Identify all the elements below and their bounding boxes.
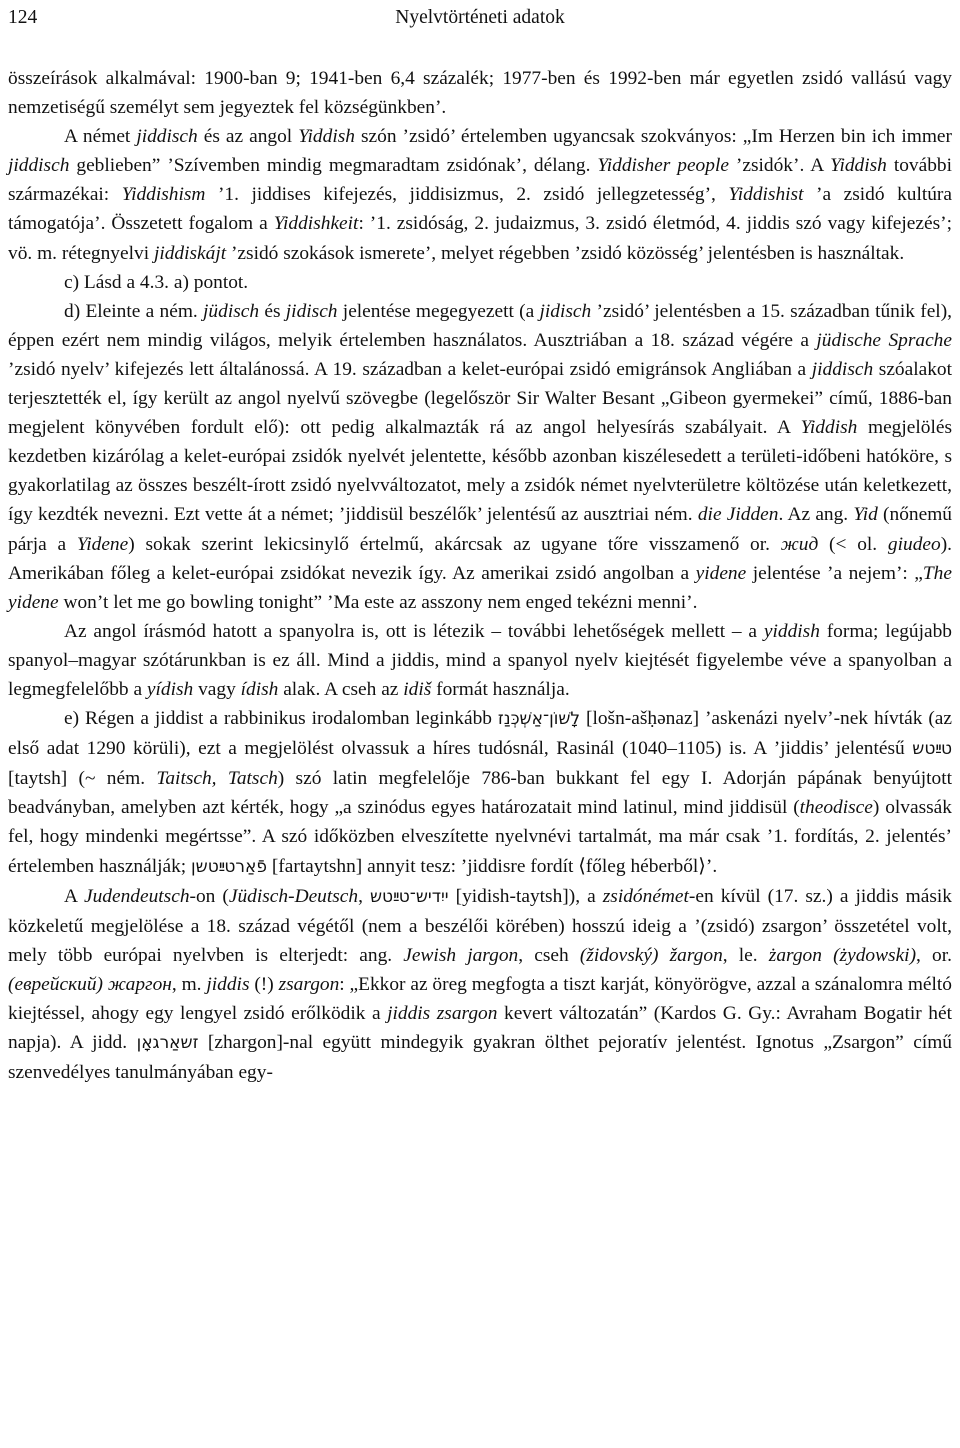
- text-run: és az angol: [197, 126, 299, 148]
- italic-term: jüdisch: [203, 300, 260, 322]
- text-run: : ’1. zsidóság, 2. judaizmus, 3. zsidó életmód, 4. jiddis szó vagy kifejezés’; vö. m. rétegnyelvi: [8, 213, 952, 264]
- text-run: Az angol írásmód hatott a spanyolra is, ott is létezik – további lehetőségek mellett – a: [64, 620, 764, 642]
- italic-term: (еврейский) жаргон: [8, 973, 172, 995]
- text-run: -en kívül (17. sz.) a jiddis másik közkeletű megjelölése a 18. század végétől (nem a beszélői körében) hosszú ideig a ’(zsidó) zsargon’ összetétel volt, mely több európai nyelvben is elterjedt: ang.: [8, 885, 952, 966]
- text-run: ’1. jiddises kifejezés, jiddisizmus, 2. zsidó jellegzetesség’,: [205, 184, 729, 206]
- italic-term: jiddis zsargon: [387, 1003, 498, 1024]
- text-run: ) sokak szerint lekicsinylő értelmű, akárcsak az ugyane tőre visszamenő or.: [128, 533, 781, 555]
- running-title: Nyelvtörténeti adatok: [395, 7, 565, 28]
- text-run: A német: [64, 126, 137, 148]
- italic-term: jüdische Sprache: [816, 329, 952, 351]
- italic-term: yídish: [146, 678, 194, 700]
- text-run: vagy: [193, 678, 241, 700]
- hebrew-script-term: זשאַרגאָן: [136, 1033, 199, 1054]
- text-run: geblieben” ’Szívemben mindig megmaradtam zsidónak’, délang.: [69, 155, 598, 177]
- text-run: [taytsh] (~ ném.: [8, 768, 157, 790]
- text-run: [fartaytshn] annyit tesz: ’jiddisre fordít ⟨főleg héberből⟩’.: [266, 855, 718, 877]
- text-run: alak. A cseh az: [278, 678, 404, 700]
- italic-term: Yidene: [76, 533, 129, 555]
- text-run: kevert változatán” (Kardos G. Gy.: Avraham Bogatir hét napja). A jidd.: [8, 1003, 952, 1054]
- paragraph: [8, 297, 952, 617]
- text-run: ). Amerikában főleg a kelet-európai zsidókat nevezik így. Az amerikai zsidó angolban a: [8, 533, 953, 584]
- paragraph: [8, 122, 952, 267]
- text-run: forma; legújabb spanyol–magyar szótárunkban is ez áll. Mind a jiddis, mind a spanyol nyelv kiejtését figyelembe véve a spanyolban a legmegfelelőbb a: [8, 620, 952, 700]
- text-run: c) Lásd a 4.3. a) pontot.: [64, 271, 249, 293]
- text-run: , le.: [722, 944, 769, 966]
- italic-term: Taitsch, Tatsch: [156, 768, 278, 790]
- italic-term: Yiddishism: [121, 184, 206, 206]
- italic-term: Jüdisch-Deutsch: [228, 885, 359, 907]
- italic-term: Yiddishist: [728, 184, 804, 206]
- italic-term: jidisch: [285, 300, 338, 322]
- italic-term: jiddisch: [136, 126, 198, 148]
- text-run: , m.: [171, 973, 207, 995]
- italic-term: Jewish jargon: [403, 944, 519, 966]
- italic-term: yiddish: [763, 620, 820, 642]
- italic-term: Yiddisher people: [597, 155, 729, 177]
- text-run: ’zsidók’. A: [728, 155, 831, 177]
- text-run: e) Régen a jiddist a rabbinikus irodalomban leginkább: [64, 708, 498, 730]
- hebrew-script-term: פֿאַרטײַטשן: [191, 856, 267, 877]
- italic-term: żargon (żydowski): [768, 944, 917, 966]
- italic-term: zsidónémet: [602, 885, 689, 907]
- text-run: . Az ang.: [778, 504, 854, 526]
- italic-term: giudeo: [887, 533, 941, 555]
- text-run: , or.: [916, 944, 952, 966]
- italic-term: Yiddish: [298, 126, 355, 148]
- text-run: szóalakot terjesztették el, így került az angol nyelvű szövegbe (legelőször Sir Walter Besant „Gibeon gyermekei” című, 1886-ban megjelent könyvében fordult elő): ott pedig alkalmazták rá az angol helyesírás szabályait. A: [8, 358, 952, 439]
- italic-term: jidisch: [539, 300, 592, 322]
- italic-term: theodisce: [799, 797, 873, 819]
- italic-term: jiddisch: [811, 358, 874, 380]
- italic-term: Judendeutsch: [83, 885, 190, 907]
- italic-term: Yid: [853, 504, 878, 526]
- italic-term: The yidene: [8, 562, 952, 613]
- italic-term: (židovský) žargon: [579, 944, 723, 966]
- text-run: további származékai:: [8, 155, 953, 206]
- text-run: formát használja.: [431, 678, 570, 700]
- text-run: ) szó latin megfelelője 786-ban bukkant fel egy I. Adorján pápának benyújtott beadványban, amelyben azt kérték, hogy „a szinódus egyes határozatait mind latinul, mind jiddisül (: [8, 768, 952, 819]
- text-run: és: [259, 300, 286, 322]
- text-run: [yidish-taytsh]), a: [448, 885, 603, 907]
- hebrew-script-term: ייִדיש־טײַטש: [370, 886, 449, 907]
- italic-term: zsargon: [278, 973, 340, 995]
- italic-term: Yiddishkeit: [273, 213, 359, 235]
- page-number: 124: [8, 7, 38, 28]
- italic-term: Yiddish: [800, 417, 858, 439]
- italic-term: jiddis: [206, 973, 250, 995]
- text-run: megjelölés kezdetben kizárólag a kelet-európai zsidók nyelvét jelentette, később azonban kiszélesedett a területi-időbeni hatóköre, s gyakorlatilag az összes beszélt-írott zsidó nyelvváltozatot, mely a zsidók német nyelvterületre költözése után keletkezett, így kezdték nevezni. Ezt vette át a német; ’jiddisül beszélők’ jelentésű az ausztriai ném.: [8, 417, 952, 526]
- italic-term: idiš: [403, 678, 432, 700]
- text-run: ’zsidó nyelv’ kifejezés lett általánossá. A 19. században a kelet-európai zsidó emigránsok Angliában a: [8, 358, 812, 380]
- text-run: ’a zsidó kultúra támogatója’. Összetett fogalom a: [8, 184, 952, 235]
- text-run: won’t let me go bowling tonight” ’Ma este az asszony nem enged tekézni menni’.: [58, 591, 698, 613]
- page-header: [8, 0, 952, 36]
- text-run: ’zsidó szokások ismerete’, melyet régebben ’zsidó közösség’ jelentésben is használtak.: [226, 242, 905, 264]
- text-run: jelentése ’a nejem’: „: [746, 562, 923, 584]
- text-run: (< ol.: [818, 533, 888, 555]
- text-run: (!): [249, 973, 279, 995]
- text-run: ’zsidó’ jelentésben a 15. században tűnik fel), éppen ezért nem mindig világos, melyik értelemben használatos. Ausztriában a 18. század végére a: [8, 300, 952, 351]
- text-run: -on (: [189, 885, 229, 907]
- text-run: A: [64, 885, 84, 907]
- italic-term: жид: [780, 533, 819, 555]
- text-run: d) Eleinte a ném.: [64, 300, 204, 322]
- text-run: [zhargon]-nal együtt mindegyik gyakran ölthet pejoratív jelentést. Ignotus „Zsargon” című szenvedélyes tanulmányában egy-: [8, 1032, 952, 1084]
- paragraph: [8, 882, 952, 1088]
- italic-term: Yiddish: [830, 155, 887, 177]
- paragraph: [8, 268, 952, 297]
- paragraph: [8, 64, 952, 122]
- text-run: , cseh: [518, 944, 580, 966]
- text-run: összeírások alkalmával: 1900-ban 9; 1941-ben 6,4 százalék; 1977-ben és 1992-ben már egyetlen zsidó vallású vagy nemzetiségű személyt sem jegyeztek fel községünkben’.: [8, 68, 952, 119]
- text-run: jelentése megegyezett (a: [337, 300, 540, 322]
- text-run: szón ’zsidó’ értelemben ugyancsak szokványos: „Im Herzen bin ich immer: [354, 126, 952, 148]
- italic-term: yidene: [695, 562, 747, 584]
- paragraph: [8, 617, 952, 704]
- text-run: (nőnemű párja a: [8, 504, 952, 555]
- body-text: [8, 64, 952, 1087]
- text-run: ,: [358, 885, 371, 907]
- text-run: [lošn-ašḥənaz] ’askenázi nyelv’-nek hívták (az első adat 1290 körüli), ezt a megjelölést olvassuk a híres tudósnál, Rasinál (1040–1105) is. A ’jiddis’ jelentésű: [8, 708, 952, 760]
- italic-term: jiddisch: [8, 155, 70, 177]
- hebrew-script-term: לָשׁוֹן־אַשְׁכְּנַז: [497, 709, 581, 730]
- paragraph: [8, 704, 952, 882]
- italic-term: die Jidden: [697, 504, 779, 526]
- text-run: ) olvassák fel, hogy mindenki megértsse”. A szó időközben elveszítette nyelvnévi tartalmát, ma már csak ’1. fordítás, 2. jelentés’ értelemben használják;: [8, 797, 952, 877]
- hebrew-script-term: טײַטש: [912, 739, 952, 760]
- italic-term: ídish: [240, 678, 279, 700]
- italic-term: jiddiskájt: [153, 242, 227, 264]
- text-run: : „Ekkor az öreg megfogta a tiszt karját, könyörögve, azzal a szánalomra méltó kiejtéssel, ahogy egy lengyel zsidó erőlködik a: [8, 973, 952, 1024]
